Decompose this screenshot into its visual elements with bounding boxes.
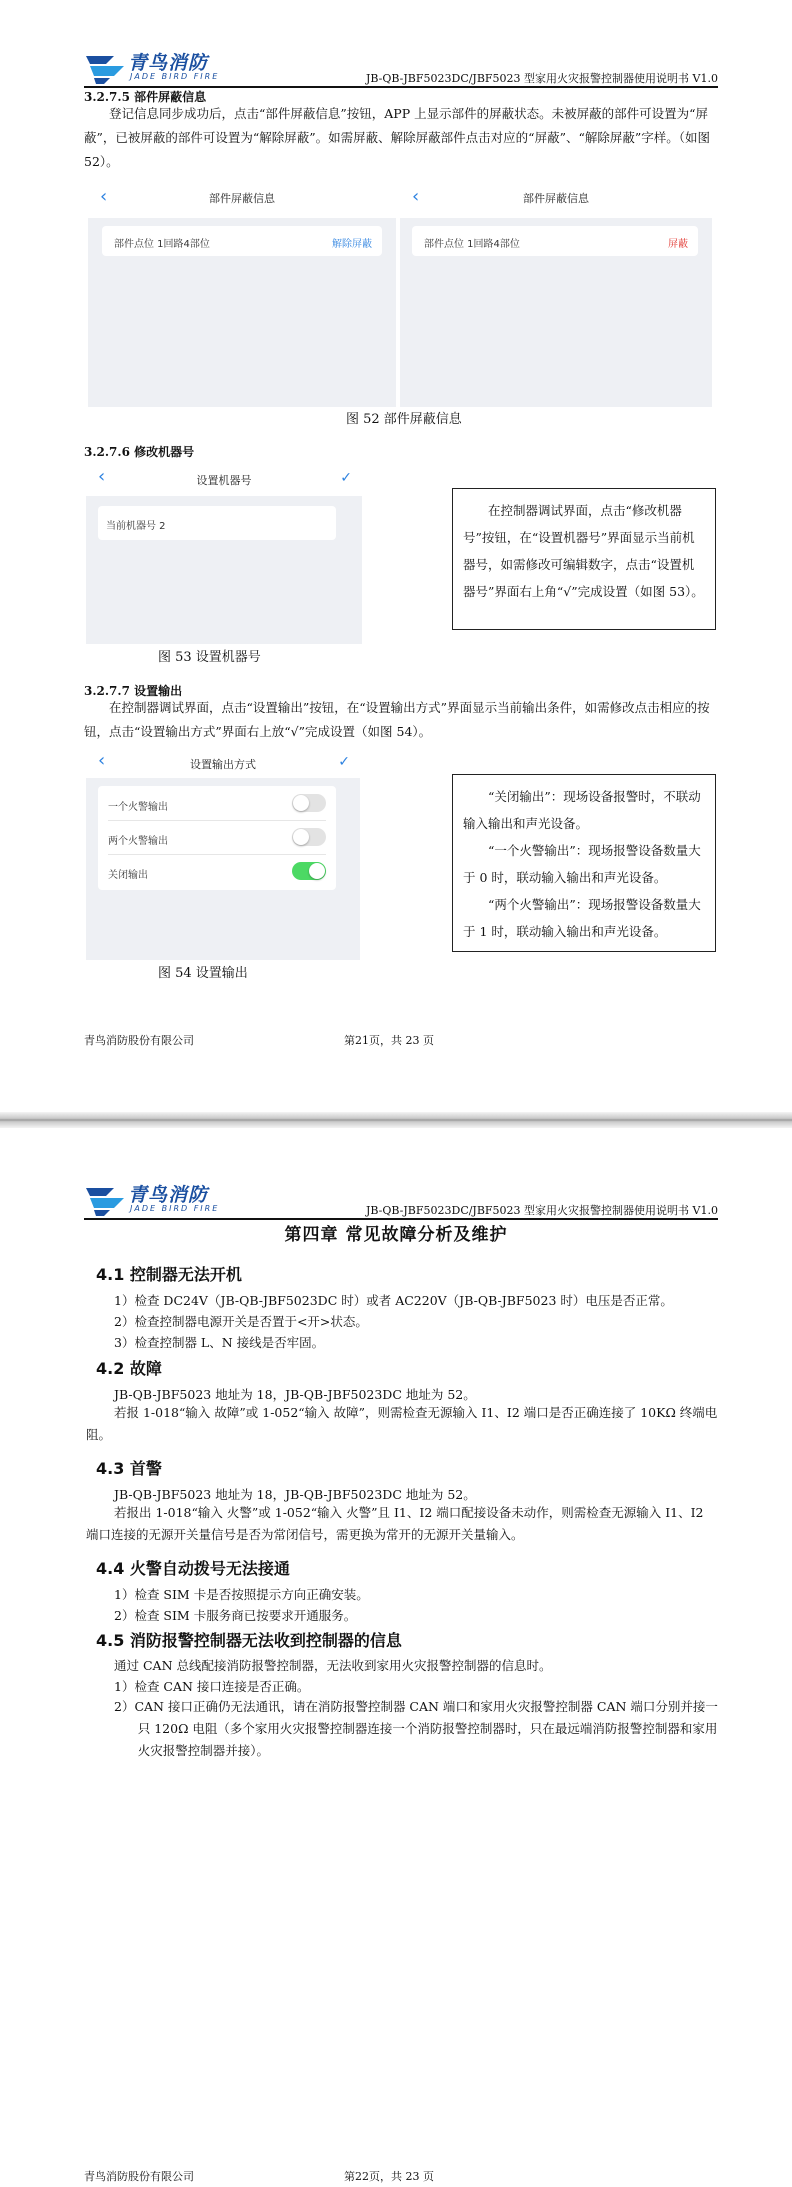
screen-title: 部件屏蔽信息 bbox=[209, 192, 275, 205]
machine-number-label: 当前机器号 2 bbox=[106, 521, 166, 532]
divider bbox=[108, 854, 326, 855]
unshield-button[interactable]: 解除屏蔽 bbox=[332, 239, 372, 250]
checkmark-icon[interactable]: ✓ bbox=[340, 470, 352, 486]
section-4-3-title: 4.3 首警 bbox=[96, 1459, 162, 1478]
section-3275-paragraph: 登记信息同步成功后，点击“部件屏蔽信息”按钮，APP 上显示部件的屏蔽状态。未被屏蔽的部件可设置为“屏蔽”，已被屏蔽的部件可设置为“解除屏蔽”。如需屏蔽、解除屏蔽部件点击对应的“屏蔽”、“解除屏蔽”字样。（如图 52）。 bbox=[84, 106, 710, 169]
bird-logo-icon bbox=[84, 1182, 126, 1218]
machine-number-note-box bbox=[452, 488, 716, 630]
divider bbox=[108, 820, 326, 821]
section-4-2-line-2: 若报 1-018“输入 故障”或 1-052“输入 故障”，则需检查无源输入 I1、I2 端口是否正确连接了 10KΩ 终端电阻。 bbox=[86, 1405, 718, 1442]
logo-chinese-name: 青鸟消防 bbox=[128, 1184, 209, 1206]
screen-shield-info-left bbox=[88, 182, 396, 407]
screen-title: 设置机器号 bbox=[196, 474, 252, 487]
output-note-box bbox=[452, 774, 716, 952]
figure-52-caption: 图 52 部件屏蔽信息 bbox=[346, 412, 462, 427]
document-page-22 bbox=[0, 1128, 792, 2187]
footer-company: 青鸟消防股份有限公司 bbox=[84, 2170, 194, 2183]
option-two-alarm-toggle[interactable] bbox=[292, 828, 326, 846]
company-logo bbox=[84, 48, 230, 90]
logo-english-name: JADE BIRD FIRE bbox=[130, 72, 220, 81]
section-4-2-title: 4.2 故障 bbox=[96, 1359, 162, 1378]
output-note-one: “一个火警输出”：现场报警设备数量大于 0 时，联动输入输出和声光设备。 bbox=[463, 843, 701, 885]
section-4-5-title: 4.5 消防报警控制器无法收到控制器的信息 bbox=[96, 1631, 402, 1650]
footer-page-number: 第21页，共 23 页 bbox=[344, 1034, 434, 1047]
section-4-5-line-3: 2）CAN 接口正确仍无法通讯，请在消防报警控制器 CAN 端口和家用火灾报警控制器 CAN 端口分别并接一只 120Ω 电阻（多个家用火灾报警控制器连接一个消防报警控制器时，只在最远端消防报警控制器和家用火灾报警控制器并接）。 bbox=[114, 1699, 718, 1758]
footer-company: 青鸟消防股份有限公司 bbox=[84, 1034, 194, 1047]
option-one-alarm-toggle[interactable] bbox=[292, 794, 326, 812]
header-doc-title: JB-QB-JBF5023DC/JBF5023 型家用火灾报警控制器使用说明书 V1.0 bbox=[365, 1204, 718, 1217]
figure-54-caption: 图 54 设置输出 bbox=[158, 966, 248, 981]
section-4-1-line-1: 1）检查 DC24V（JB-QB-JBF5023DC 时）或者 AC220V（JB-QB-JBF5023 时）电压是否正常。 bbox=[114, 1293, 673, 1308]
list-item bbox=[102, 226, 382, 256]
component-location-label: 部件点位 1回路4部位 bbox=[424, 239, 520, 250]
machine-number-field[interactable] bbox=[98, 506, 336, 540]
option-one-alarm-label: 一个火警输出 bbox=[108, 802, 168, 813]
page-separator bbox=[0, 1112, 792, 1128]
output-note-two: “两个火警输出”：现场报警设备数量大于 1 时，联动输入输出和声光设备。 bbox=[463, 897, 701, 939]
figure-53-caption: 图 53 设置机器号 bbox=[158, 650, 261, 665]
section-4-4-line-2: 2）检查 SIM 卡服务商已按要求开通服务。 bbox=[114, 1608, 357, 1623]
section-heading-3276: 3.2.7.6 修改机器号 bbox=[84, 445, 195, 459]
option-close-output-toggle[interactable] bbox=[292, 862, 326, 880]
section-4-1-line-2: 2）检查控制器电源开关是否置于<开>状态。 bbox=[114, 1314, 368, 1329]
section-3277-paragraph: 在控制器调试界面，点击“设置输出”按钮，在“设置输出方式”界面显示当前输出条件，如需修改点击相应的按钮，点击“设置输出方式”界面右上放“√”完成设置（如图 54）。 bbox=[84, 700, 710, 739]
list-item bbox=[412, 226, 698, 256]
chevron-left-icon[interactable]: ‹ bbox=[98, 466, 106, 487]
section-4-4-title: 4.4 火警自动拨号无法接通 bbox=[96, 1559, 290, 1578]
logo-english-name: JADE BIRD FIRE bbox=[130, 1204, 220, 1213]
footer-page-number: 第22页，共 23 页 bbox=[344, 2170, 434, 2183]
logo-chinese-name: 青鸟消防 bbox=[128, 52, 209, 74]
output-options-list bbox=[98, 786, 336, 890]
screen-shield-info-right bbox=[400, 182, 712, 407]
option-two-alarm-label: 两个火警输出 bbox=[108, 836, 168, 847]
section-4-4-line-1: 1）检查 SIM 卡是否按照提示方向正确安装。 bbox=[114, 1587, 369, 1602]
component-location-label: 部件点位 1回路4部位 bbox=[114, 239, 210, 250]
checkmark-icon[interactable]: ✓ bbox=[338, 754, 350, 770]
bird-logo-icon bbox=[84, 50, 126, 86]
section-4-3-line-2: 若报出 1-018“输入 火警”或 1-052“输入 火警”且 I1、I2 端口配接设备未动作，则需检查无源输入 I1、I2 端口连接的无源开关量信号是否为常闭信号，需更换为常开的无源开关量输入。 bbox=[86, 1505, 704, 1542]
output-note-close: “关闭输出”：现场设备报警时，不联动输入输出和声光设备。 bbox=[463, 789, 701, 831]
section-4-5-line-2: 1）检查 CAN 接口连接是否正确。 bbox=[114, 1679, 310, 1694]
company-logo bbox=[84, 1180, 230, 1222]
screen-title: 部件屏蔽信息 bbox=[523, 192, 589, 205]
section-4-2-line-1: JB-QB-JBF5023 地址为 18，JB-QB-JBF5023DC 地址为 52。 bbox=[114, 1387, 476, 1402]
section-heading-3275: 3.2.7.5 部件屏蔽信息 bbox=[84, 90, 207, 104]
screen-set-output-mode bbox=[86, 750, 360, 960]
section-4-5-line-1: 通过 CAN 总线配接消防报警控制器，无法收到家用火灾报警控制器的信息时。 bbox=[114, 1658, 552, 1673]
section-4-3-line-1: JB-QB-JBF5023 地址为 18，JB-QB-JBF5023DC 地址为 52。 bbox=[114, 1487, 476, 1502]
screen-title: 设置输出方式 bbox=[190, 758, 256, 771]
chevron-left-icon[interactable]: ‹ bbox=[100, 186, 108, 207]
option-close-output-label: 关闭输出 bbox=[108, 870, 148, 881]
section-heading-3277: 3.2.7.7 设置输出 bbox=[84, 684, 183, 698]
chapter-title: 第四章 常见故障分析及维护 bbox=[284, 1225, 508, 1245]
shield-button[interactable]: 屏蔽 bbox=[668, 239, 688, 250]
section-4-1-line-3: 3）检查控制器 L、N 接线是否牢固。 bbox=[114, 1335, 325, 1350]
header-doc-title: JB-QB-JBF5023DC/JBF5023 型家用火灾报警控制器使用说明书 V1.0 bbox=[365, 72, 718, 85]
chevron-left-icon[interactable]: ‹ bbox=[412, 186, 420, 207]
machine-number-note: 在控制器调试界面，点击“修改机器号”按钮，在“设置机器号”界面显示当前机器号，如需修改可编辑数字，点击“设置机器号”界面右上角“√”完成设置（如图 53）。 bbox=[463, 503, 704, 599]
section-4-1-title: 4.1 控制器无法开机 bbox=[96, 1265, 242, 1284]
chevron-left-icon[interactable]: ‹ bbox=[98, 750, 106, 771]
screen-set-machine-number bbox=[86, 464, 362, 644]
